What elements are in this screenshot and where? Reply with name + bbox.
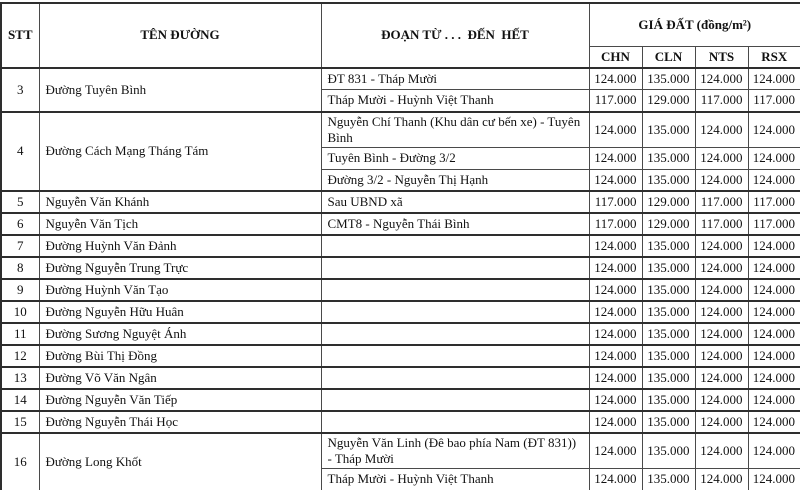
price-cell-cln: 135.000 [642, 68, 695, 90]
header-street-name: TÊN ĐƯỜNG [39, 3, 321, 68]
price-cell-rsx: 117.000 [748, 191, 800, 213]
price-cell-nts: 124.000 [695, 257, 748, 279]
header-price-nts: NTS [695, 46, 748, 68]
segment-cell [321, 235, 589, 257]
street-name-cell: Đường Nguyễn Thái Học [39, 411, 321, 433]
price-cell-rsx: 117.000 [748, 90, 800, 112]
table-body [1, 68, 800, 490]
price-cell-cln: 135.000 [642, 112, 695, 148]
table-row [1, 279, 800, 301]
price-cell-nts: 124.000 [695, 68, 748, 90]
price-cell-chn: 117.000 [589, 90, 642, 112]
street-name-cell: Đường Huỳnh Văn Tạo [39, 279, 321, 301]
price-cell-nts: 124.000 [695, 345, 748, 367]
price-cell-cln: 129.000 [642, 90, 695, 112]
price-cell-rsx: 124.000 [748, 389, 800, 411]
segment-cell [321, 345, 589, 367]
table-row [1, 191, 800, 213]
price-cell-chn: 124.000 [589, 345, 642, 367]
table-row [1, 213, 800, 235]
table-row [1, 235, 800, 257]
stt-cell: 5 [1, 191, 39, 213]
price-cell-chn: 124.000 [589, 279, 642, 301]
street-name-cell: Đường Nguyễn Văn Tiếp [39, 389, 321, 411]
segment-cell [321, 257, 589, 279]
price-cell-nts: 124.000 [695, 169, 748, 191]
segment-cell [321, 323, 589, 345]
price-cell-rsx: 124.000 [748, 68, 800, 90]
price-cell-rsx: 124.000 [748, 469, 800, 490]
price-cell-nts: 124.000 [695, 367, 748, 389]
segment-cell [321, 367, 589, 389]
price-cell-rsx: 117.000 [748, 213, 800, 235]
header-row-top [1, 3, 800, 46]
segment-cell: CMT8 - Nguyễn Thái Bình [321, 213, 589, 235]
price-cell-cln: 135.000 [642, 169, 695, 191]
stt-cell: 10 [1, 301, 39, 323]
price-cell-cln: 135.000 [642, 279, 695, 301]
price-cell-rsx: 124.000 [748, 112, 800, 148]
segment-cell: Nguyễn Văn Linh (Đê bao phía Nam (ĐT 831)) - Tháp Mười [321, 433, 589, 469]
price-cell-chn: 124.000 [589, 257, 642, 279]
price-cell-cln: 135.000 [642, 411, 695, 433]
stt-cell: 7 [1, 235, 39, 257]
land-price-table [0, 2, 800, 490]
price-cell-rsx: 124.000 [748, 367, 800, 389]
segment-cell: Nguyễn Chí Thanh (Khu dân cư bến xe) - Tuyên Bình [321, 112, 589, 148]
stt-cell: 12 [1, 345, 39, 367]
price-cell-nts: 124.000 [695, 301, 748, 323]
segment-cell: ĐT 831 - Tháp Mười [321, 68, 589, 90]
price-cell-cln: 135.000 [642, 469, 695, 490]
stt-cell: 14 [1, 389, 39, 411]
price-cell-chn: 124.000 [589, 389, 642, 411]
header-price-cln: CLN [642, 46, 695, 68]
price-cell-rsx: 124.000 [748, 147, 800, 169]
table-row [1, 411, 800, 433]
price-cell-chn: 124.000 [589, 169, 642, 191]
segment-cell: Tháp Mười - Huỳnh Việt Thanh [321, 90, 589, 112]
segment-cell [321, 411, 589, 433]
price-cell-rsx: 124.000 [748, 411, 800, 433]
price-cell-rsx: 124.000 [748, 433, 800, 469]
street-name-cell: Đường Long Khốt [39, 433, 321, 490]
price-cell-chn: 124.000 [589, 469, 642, 490]
table-row [1, 367, 800, 389]
segment-cell [321, 301, 589, 323]
price-cell-rsx: 124.000 [748, 345, 800, 367]
stt-cell: 4 [1, 112, 39, 192]
price-cell-cln: 135.000 [642, 367, 695, 389]
price-cell-nts: 124.000 [695, 389, 748, 411]
street-name-cell: Đường Bùi Thị Đồng [39, 345, 321, 367]
price-cell-rsx: 124.000 [748, 323, 800, 345]
segment-cell: Sau UBND xã [321, 191, 589, 213]
street-name-cell: Đường Nguyễn Trung Trực [39, 257, 321, 279]
street-name-cell: Đường Võ Văn Ngân [39, 367, 321, 389]
price-cell-cln: 135.000 [642, 323, 695, 345]
street-name-cell: Đường Huỳnh Văn Đảnh [39, 235, 321, 257]
price-cell-nts: 117.000 [695, 191, 748, 213]
price-cell-rsx: 124.000 [748, 279, 800, 301]
price-cell-nts: 124.000 [695, 433, 748, 469]
segment-cell [321, 389, 589, 411]
stt-cell: 16 [1, 433, 39, 490]
price-cell-chn: 124.000 [589, 323, 642, 345]
price-cell-chn: 124.000 [589, 147, 642, 169]
price-cell-chn: 124.000 [589, 235, 642, 257]
stt-cell: 15 [1, 411, 39, 433]
table-row [1, 433, 800, 469]
table-row [1, 301, 800, 323]
header-stt: STT [1, 3, 39, 68]
price-cell-chn: 124.000 [589, 301, 642, 323]
price-cell-nts: 124.000 [695, 279, 748, 301]
price-cell-cln: 129.000 [642, 213, 695, 235]
price-cell-rsx: 124.000 [748, 257, 800, 279]
stt-cell: 11 [1, 323, 39, 345]
price-cell-cln: 135.000 [642, 257, 695, 279]
price-cell-cln: 135.000 [642, 389, 695, 411]
price-cell-nts: 117.000 [695, 90, 748, 112]
price-cell-chn: 117.000 [589, 191, 642, 213]
price-cell-nts: 124.000 [695, 323, 748, 345]
stt-cell: 6 [1, 213, 39, 235]
segment-cell [321, 279, 589, 301]
price-cell-cln: 135.000 [642, 235, 695, 257]
street-name-cell: Đường Nguyễn Hữu Huân [39, 301, 321, 323]
stt-cell: 3 [1, 68, 39, 112]
header-price-group: GIÁ ĐẤT (đồng/m²) [589, 3, 800, 46]
price-cell-cln: 135.000 [642, 147, 695, 169]
stt-cell: 13 [1, 367, 39, 389]
table-row [1, 323, 800, 345]
price-cell-nts: 124.000 [695, 112, 748, 148]
street-name-cell: Nguyễn Văn Tịch [39, 213, 321, 235]
stt-cell: 9 [1, 279, 39, 301]
price-cell-cln: 135.000 [642, 345, 695, 367]
table-row [1, 257, 800, 279]
street-name-cell: Nguyễn Văn Khánh [39, 191, 321, 213]
table-row [1, 389, 800, 411]
table-row [1, 68, 800, 90]
street-name-cell: Đường Tuyên Bình [39, 68, 321, 112]
segment-cell: Tuyên Bình - Đường 3/2 [321, 147, 589, 169]
street-name-cell: Đường Sương Nguyệt Ánh [39, 323, 321, 345]
price-cell-cln: 129.000 [642, 191, 695, 213]
price-cell-chn: 124.000 [589, 367, 642, 389]
table-header [1, 3, 800, 68]
price-cell-rsx: 124.000 [748, 235, 800, 257]
price-cell-nts: 117.000 [695, 213, 748, 235]
price-cell-chn: 124.000 [589, 112, 642, 148]
price-cell-chn: 124.000 [589, 411, 642, 433]
price-cell-chn: 124.000 [589, 68, 642, 90]
price-cell-chn: 117.000 [589, 213, 642, 235]
price-cell-cln: 135.000 [642, 433, 695, 469]
price-cell-nts: 124.000 [695, 235, 748, 257]
header-price-chn: CHN [589, 46, 642, 68]
table-row [1, 345, 800, 367]
segment-cell: Tháp Mười - Huỳnh Việt Thanh [321, 469, 589, 490]
table-row [1, 112, 800, 148]
header-segment: ĐOẠN TỪ . . . ĐẾN HẾT [321, 3, 589, 68]
price-cell-rsx: 124.000 [748, 301, 800, 323]
street-name-cell: Đường Cách Mạng Tháng Tám [39, 112, 321, 192]
price-cell-nts: 124.000 [695, 411, 748, 433]
price-cell-nts: 124.000 [695, 147, 748, 169]
header-price-rsx: RSX [748, 46, 800, 68]
price-cell-nts: 124.000 [695, 469, 748, 490]
stt-cell: 8 [1, 257, 39, 279]
segment-cell: Đường 3/2 - Nguyễn Thị Hạnh [321, 169, 589, 191]
price-cell-chn: 124.000 [589, 433, 642, 469]
price-cell-cln: 135.000 [642, 301, 695, 323]
price-cell-rsx: 124.000 [748, 169, 800, 191]
